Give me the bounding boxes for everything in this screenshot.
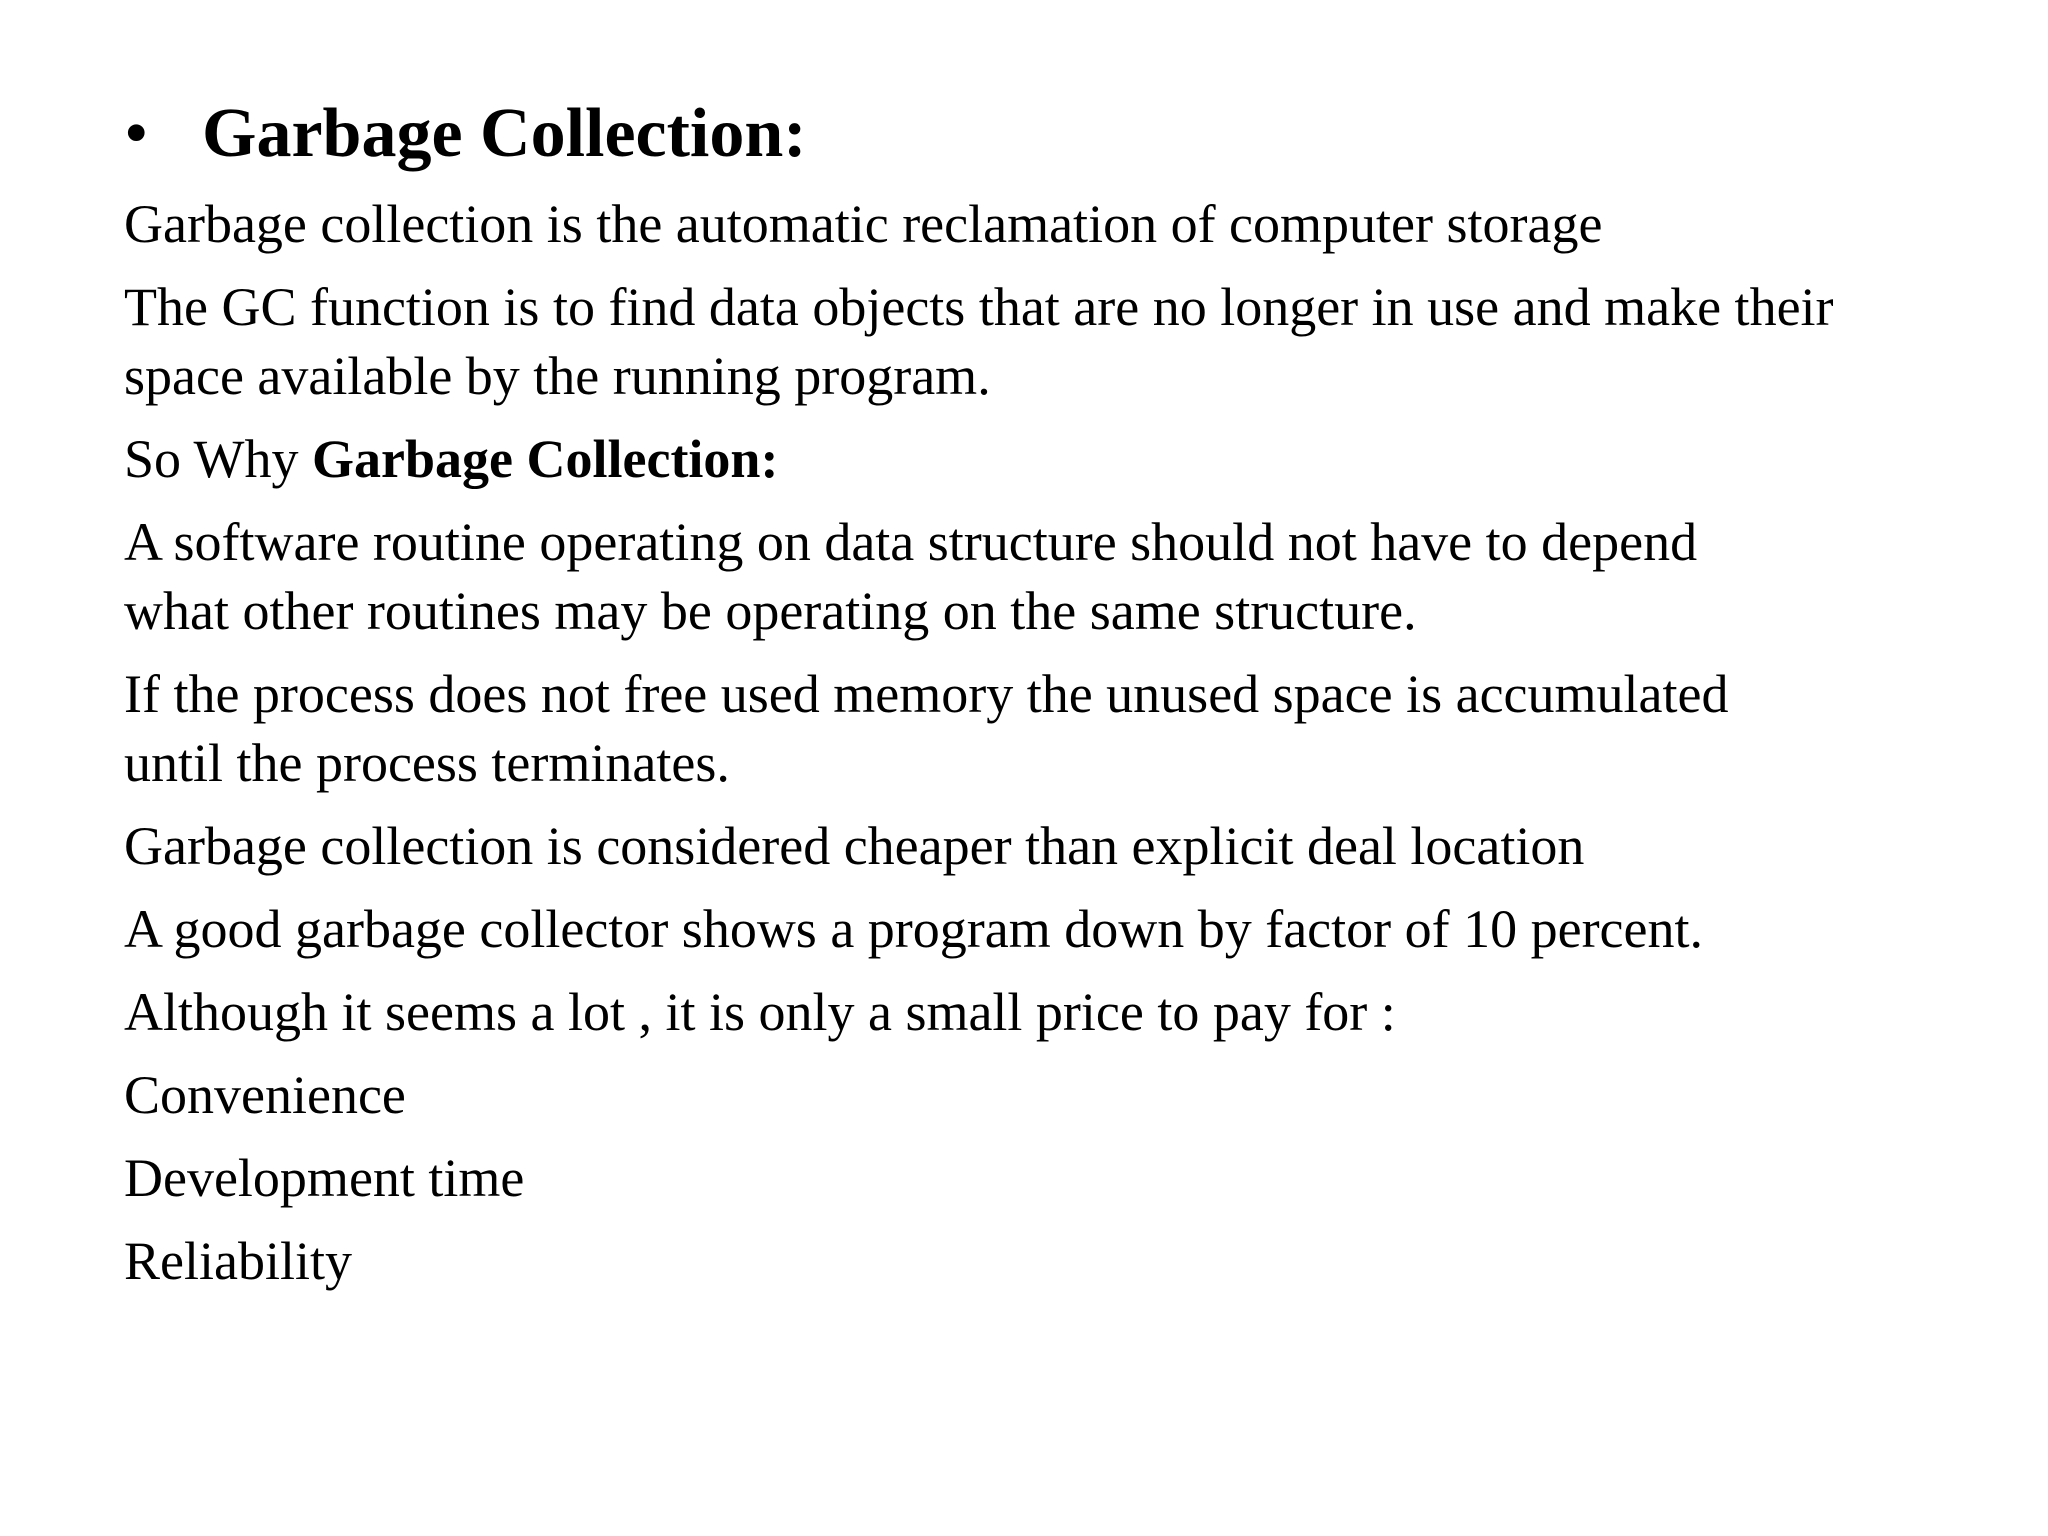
paragraph-text-line-2: until the process terminates. [124,733,730,793]
paragraph-text-line-1: A software routine operating on data structure should not have to depend [124,512,1698,572]
paragraph-definition [124,190,2004,259]
paragraph-text-line-1: The GC function is to find data objects that are no longer in use and make their [124,277,1834,337]
paragraph-cheaper [124,812,2004,881]
paragraph-price [124,978,2004,1047]
paragraph-text-line-2: space available by the running program. [124,346,991,406]
paragraph-why-gc [124,425,2004,494]
paragraph-free-memory [124,660,2004,798]
why-bold-text: Garbage Collection: [312,429,779,489]
slide-title [124,92,807,176]
list-item-reliability [124,1227,2004,1296]
paragraph-gc-function [124,273,2004,411]
paragraph-text-line-1: If the process does not free used memory the unused space is accumulated [124,664,1729,724]
paragraph-text: Although it seems a lot , it is only a small price to pay for : [124,982,1396,1042]
paragraph-text: A good garbage collector shows a program down by factor of 10 percent. [124,899,1703,959]
paragraph-software-routine [124,508,2004,646]
list-item-development-time [124,1144,2004,1213]
paragraph-text [124,425,2004,494]
paragraph-good-collector [124,895,2004,964]
why-prefix: So Why [124,429,313,489]
paragraph-text: Garbage collection is considered cheaper than explicit deal location [124,816,1585,876]
paragraph-text: Convenience [124,1065,406,1125]
paragraph-text: Development time [124,1148,525,1208]
paragraph-text: Reliability [124,1231,352,1291]
bullet-icon: • [124,95,149,172]
list-item-convenience [124,1061,2004,1130]
paragraph-text: Garbage collection is the automatic reclamation of computer storage [124,194,1603,254]
slide-body [124,190,2004,1310]
paragraph-text-line-2: what other routines may be operating on the same structure. [124,581,1417,641]
slide-title-text: Garbage Collection: [202,95,807,172]
